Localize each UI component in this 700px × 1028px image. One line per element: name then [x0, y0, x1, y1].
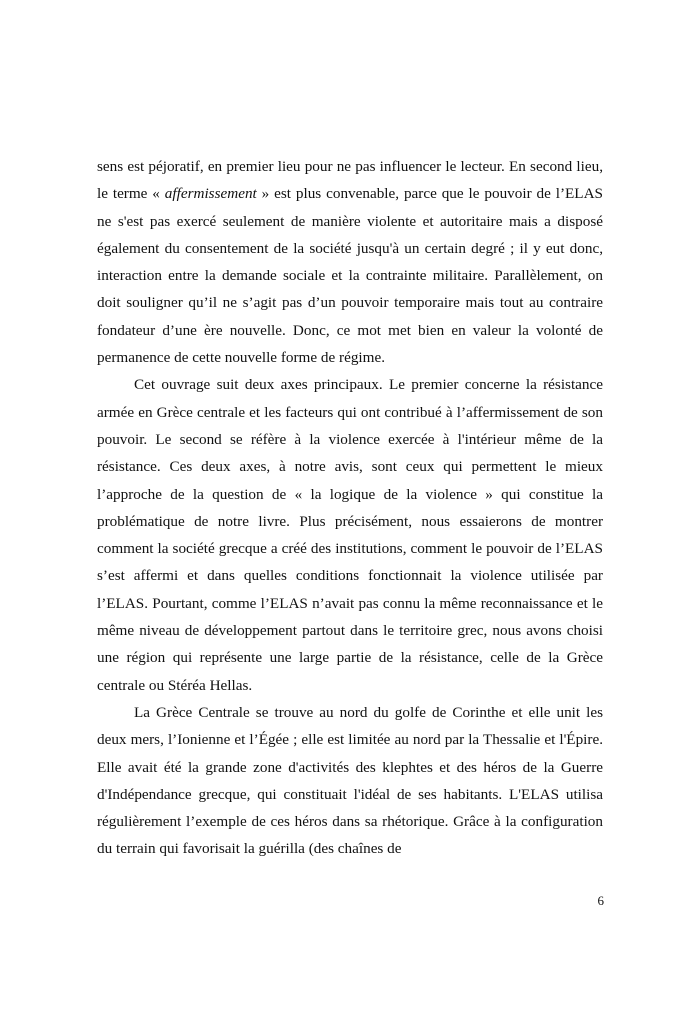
emphasized-term: affermissement — [164, 185, 257, 203]
paragraph-central-greece: La Grèce Centrale se trouve au nord du golfe de Corinthe et elle unit les deux mers, l’Ionienne et l’Égée ; elle est limitée au nord par la Thessalie et l'Épire. Elle avait été la grande zone d'activités des klephtes et des héros de la Guerre d'Indépendance grecque, qui constituait l'idéal de ses habitants. L'ELAS utilisa régulièrement l’exemple de ces héros dans sa rhétorique. Grâce à la configuration du terrain qui favorisait la guérilla (des chaînes de — [97, 703, 603, 858]
paragraph-axes: Cet ouvrage suit deux axes principaux. Le premier concerne la résistance armée en Grèce centrale et les facteurs qui ont contribué à l’affermissement de son pouvoir. Le second se réfère à la violence exercée à l'intérieur même de la résistance. Ces deux axes, à notre avis, sont ceux qui permettent le mieux l’approche de la question de « la logique de la violence » qui constitue la problématique de notre livre. Plus précisément, nous essaierons de montrer comment la société grecque a créé des institutions, comment le pouvoir de l’ELAS s’est affermi et dans quelles conditions fonctionnait la violence utilisée par l’ELAS. Pourtant, comme l’ELAS n’avait pas connu la même reconnaissance et le même niveau de développement partout dans le territoire grec, nous avons choisi une région qui représente une large partie de la résistance, celle de la Grèce centrale ou Stéréa Hellas. — [97, 376, 603, 694]
paragraph-continuation — [97, 153, 603, 371]
page-number: 6 — [597, 893, 604, 908]
paragraph-text: sens est péjoratif, en premier lieu pour ne pas influencer le lecteur. En second lieu, le terme « — [97, 158, 603, 203]
paragraph-text: » est plus convenable, parce que le pouvoir de l’ELAS ne s'est pas exercé seulement de manière violente et autoritaire mais a disposé également du consentement de la société jusqu'à un certain degré ; il y eut donc, interaction entre la demande sociale et la contrainte militaire. Parallèlement, on doit souligner qu’il ne s’agit pas d’un pouvoir temporaire mais tout au contraire fondateur d’une ère nouvelle. Donc, ce mot met bien en valeur la volonté de permanence de cette nouvelle forme de régime. — [97, 185, 603, 367]
body-text — [97, 153, 603, 863]
